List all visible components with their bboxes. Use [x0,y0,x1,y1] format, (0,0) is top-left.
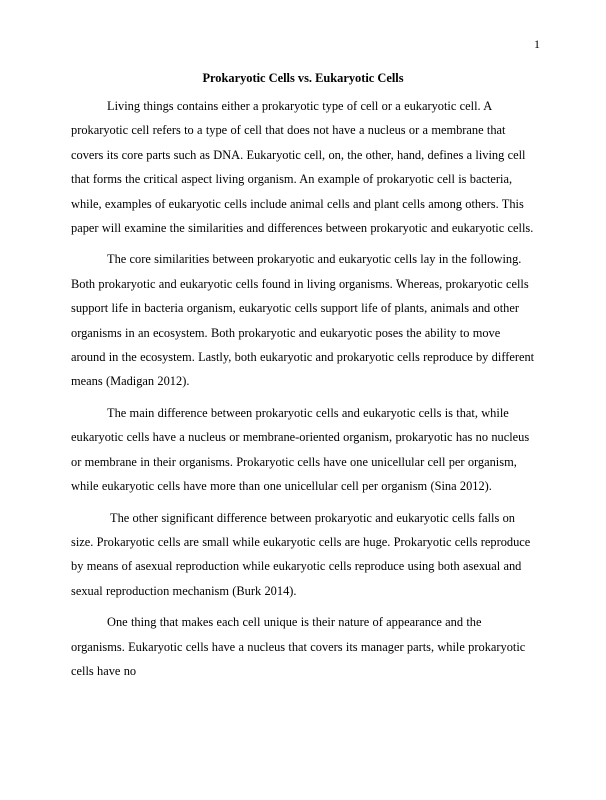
paragraph-uniqueness: One thing that makes each cell unique is their nature of appearance and the organisms. Eukaryotic cells have a nucleus that covers its manager parts, while prokaryotic cells have no [71,615,526,678]
paragraph-size-difference: The other significant difference between prokaryotic and eukaryotic cells falls on size. Prokaryotic cells are small while eukaryotic cells are huge. Prokaryotic cells reproduce by means of asexual reproduction while eukaryotic cells reproduce using both asexual and sexual reproduction mechanism (Burk 2014). [71,510,531,598]
document-title: Prokaryotic Cells vs. Eukaryotic Cells [202,71,404,85]
page-number: 1 [534,37,540,51]
paragraph-introduction: Living things contains either a prokaryotic type of cell or a eukaryotic cell. A prokaryotic cell refers to a type of cell that does not have a nucleus or a membrane that covers its core parts such as DNA. Eukaryotic cell, on, the other, hand, defines a living cell that forms the critical aspect living organism. An example of prokaryotic cell is bacteria, while, examples of eukaryotic cells include animal cells and plant cells among others. This paper will examine the similarities and differences between prokaryotic and eukaryotic cells. [71,99,534,236]
paragraph-main-difference: The main difference between prokaryotic cells and eukaryotic cells is that, while eukaryotic cells have a nucleus or membrane-oriented organism, prokaryotic has no nucleus or membrane in their organisms. Prokaryotic cells have one unicellular cell per organism, while eukaryotic cells have more than one unicellular cell per organism (Sina 2012). [71,405,530,494]
document-body [71,70,535,690]
paragraph-similarities: The core similarities between prokaryotic and eukaryotic cells lay in the following. Both prokaryotic and eukaryotic cells found in living organisms. Whereas, prokaryotic cells support life in bacteria organism, eukaryotic cells support life of plants, animals and other organisms in an ecosystem. Both prokaryotic and eukaryotic poses the ability to move around in the ecosystem. Lastly, both eukaryotic and prokaryotic cells reproduce by different means (Madigan 2012). [71,252,535,389]
